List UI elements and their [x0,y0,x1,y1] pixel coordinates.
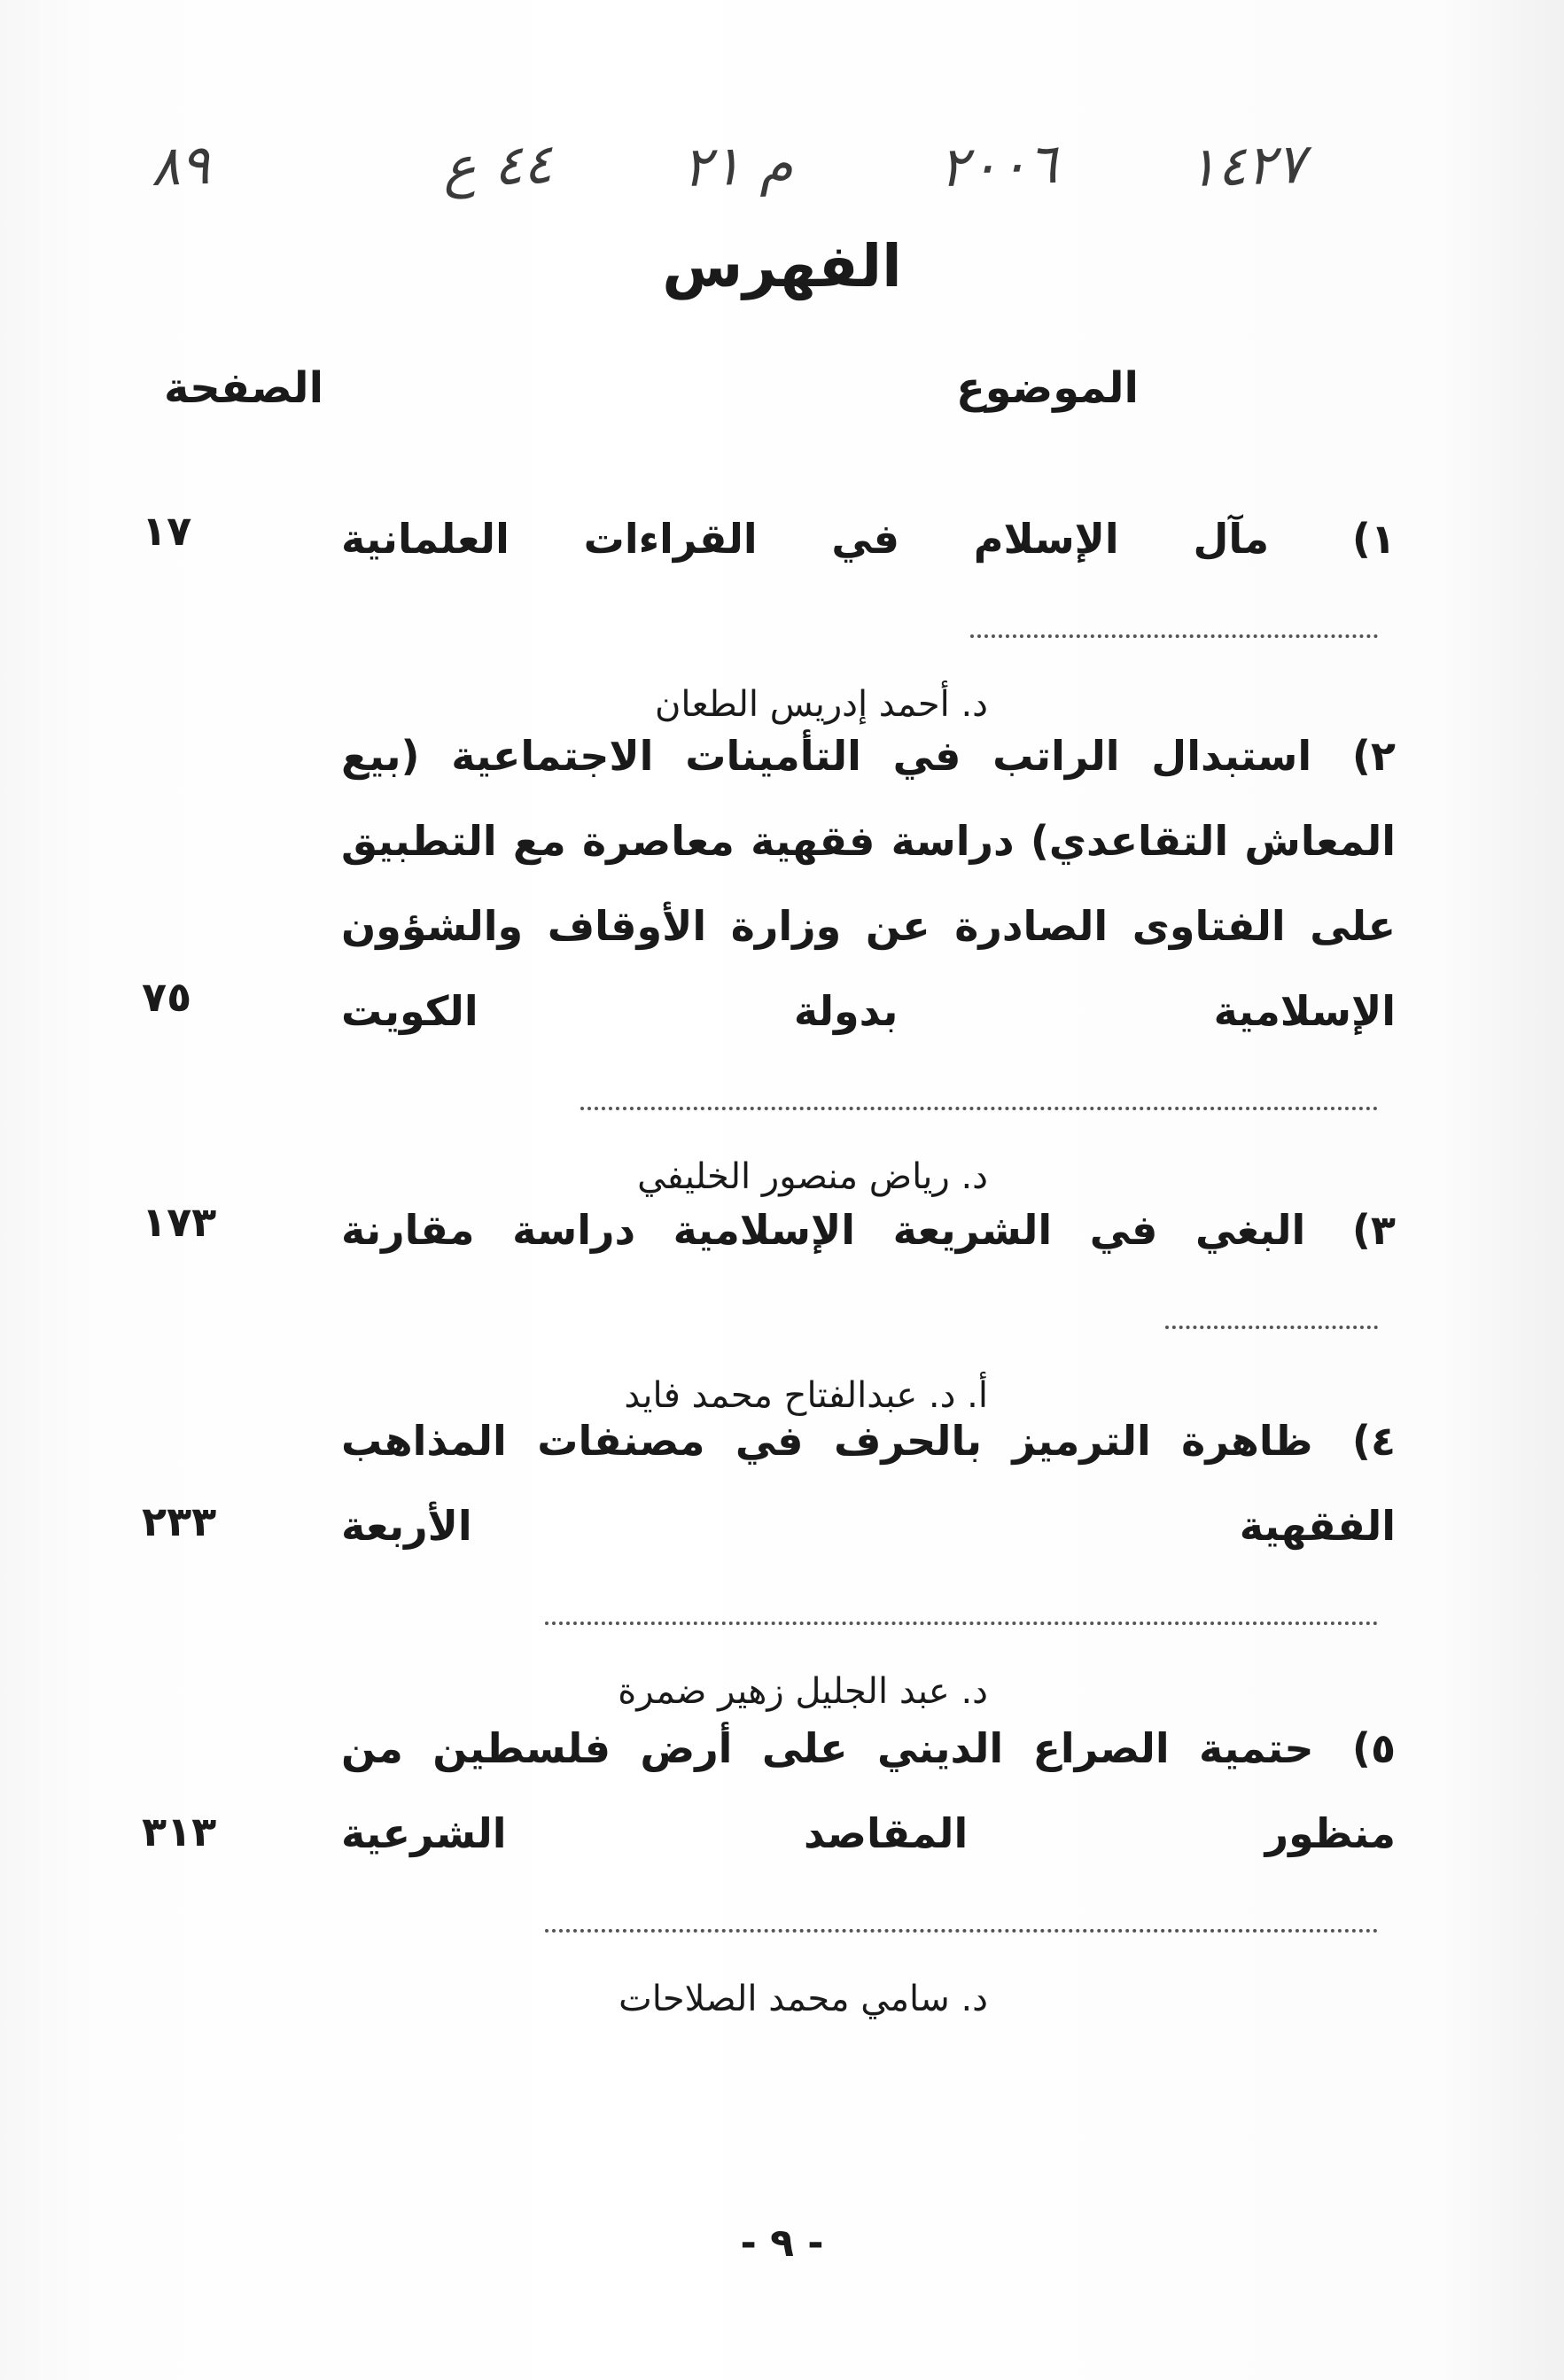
handwritten-note-item: ٨٩ [149,131,211,199]
entry-number: ٤) [1351,1417,1397,1465]
leader-dots [580,1107,1378,1110]
entry-title-line [341,496,1396,666]
entry-number: ٣) [1351,1206,1396,1254]
entry-page-number: ١٧٣ [142,1198,217,1246]
leader-dots [1165,1326,1378,1329]
handwritten-note-item: ٤٤ ع [441,130,554,200]
entry-author: د. أحمد إدريس الطعان [655,684,988,725]
entry-title: حتمية الصراع الديني على أرض فلسطين من منظور المقاصد الشرعية [341,1724,1396,1857]
entry-author: د. عبد الجليل زهير ضمرة [618,1671,988,1712]
toc-entry [341,1187,1396,1427]
entry-page-number: ٣١٣ [142,1808,217,1855]
entry-title-line [341,1706,1396,1961]
entry-page-number: ٢٣٣ [142,1497,217,1545]
entry-title: مآل الإسلام في القراءات العلمانية [341,515,1270,563]
column-header-topic: الموضوع [955,363,1139,413]
entry-title-line [341,1398,1396,1653]
entry-author: أ. د. عبدالفتاح محمد فايد [624,1375,988,1416]
toc-entry [341,1706,1396,2030]
entry-number: ٢) [1351,732,1396,780]
toc-entry [341,713,1396,1208]
entry-title-line [341,1187,1396,1357]
entry-author: د. سامي محمد الصلاحات [619,1979,988,2019]
leader-dots [545,1622,1378,1625]
entry-author: د. رياض منصور الخليفي [637,1156,988,1197]
handwritten-note-item: ١٤٢٧ [1186,130,1307,200]
leader-dots [545,1929,1378,1933]
page-title: الفهرس [662,232,902,300]
toc-entry [341,1398,1396,1723]
entry-page-number: ٧٥ [142,973,192,1021]
leader-dots [970,634,1378,638]
entry-number: ٥) [1351,1724,1397,1772]
toc-entry [341,496,1396,735]
entry-title: البغي في الشريعة الإسلامية دراسة مقارنة [341,1206,1306,1254]
folio-page-number: - ٩ - [740,2221,824,2266]
handwritten-note-item: ٢٠٠٦ [938,130,1059,200]
handwritten-catalog-note [0,130,1564,230]
column-header-page: الصفحة [164,363,324,413]
handwritten-note-item: م ٢١ [681,130,794,200]
entry-title: ظاهرة الترميز بالحرف في مصنفات المذاهب الفقهية الأربعة [341,1417,1396,1550]
entry-page-number: ١٧ [142,507,192,555]
entry-number: ١) [1351,515,1396,563]
entry-title-line [341,713,1396,1139]
entry-title: استبدال الراتب في التأمينات الاجتماعية (بيع المعاش التقاعدي) دراسة فقهية معاصرة مع التطبيق على الفتاوى الصادرة عن وزارة الأوقاف والشؤون الإسلامية بدولة الكويت [341,732,1396,1035]
